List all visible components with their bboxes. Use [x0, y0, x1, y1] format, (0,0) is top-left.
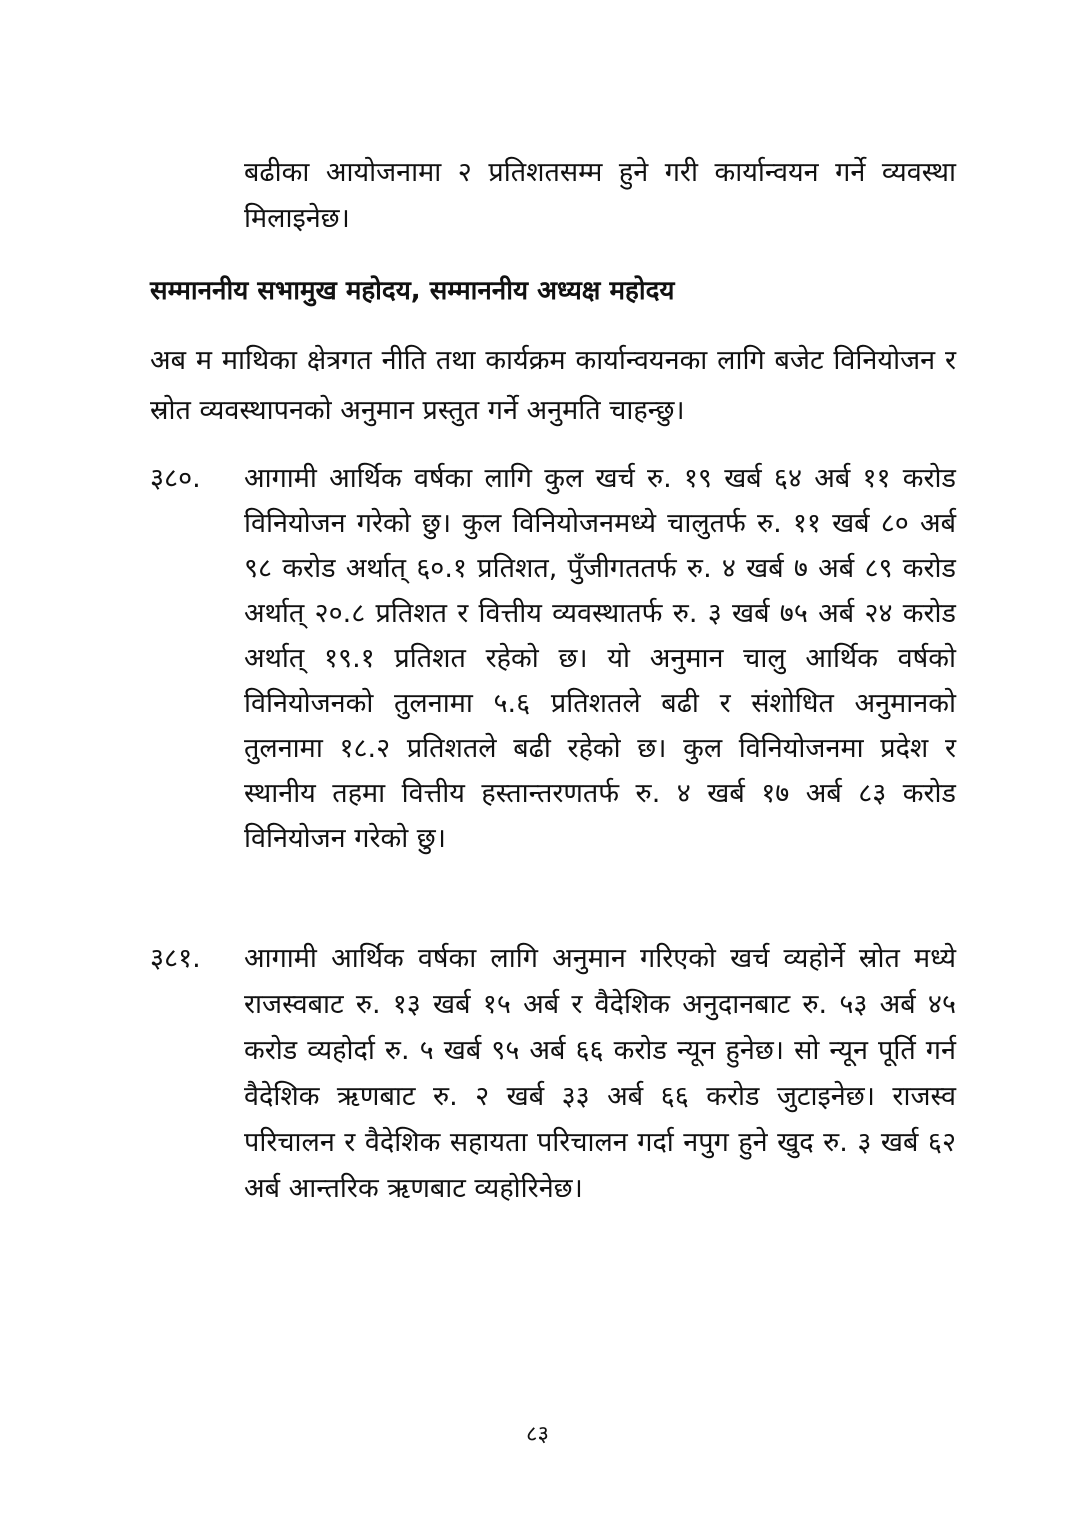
paragraph-number: ३८१. [150, 943, 201, 974]
paragraph-text: आगामी आर्थिक वर्षका लागि कुल खर्च रु. १९ खर्ब ६४ अर्ब ११ करोड विनियोजन गरेको छु। कुल विनियोजनमध्ये चालुतर्फ रु. ११ खर्ब ८० अर्ब ९८ करोड अर्थात् ६०.१ प्रतिशत, पुँजीगततर्फ रु. ४ खर्ब ७ अर्ब ८९ करोड अर्थात् २०.८ प्रतिशत र वित्तीय व्यवस्थातर्फ रु. ३ खर्ब ७५ अर्ब २४ करोड अर्थात् १९.१ प्रतिशत रहेको छ। यो अनुमान चालु आर्थिक वर्षको विनियोजनको तुलनामा ५.६ प्रतिशतले बढी र संशोधित अनुमानको तुलनामा १८.२ प्रतिशतले बढी रहेको छ। कुल विनियोजनमा प्रदेश र स्थानीय तहमा वित्तीय हस्तान्तरणतर्फ रु. ४ खर्ब १७ अर्ब ८३ करोड विनियोजन गरेको छु। [244, 463, 956, 854]
continuation-paragraph: बढीका आयोजनामा २ प्रतिशतसम्म हुने गरी कार्यान्वयन गर्ने व्यवस्था मिलाइनेछ। [244, 157, 956, 234]
intro-paragraph: अब म माथिका क्षेत्रगत नीति तथा कार्यक्रम कार्यान्वयनका लागि बजेट विनियोजन र स्रोत व्यवस्थापनको अनुमान प्रस्तुत गर्ने अनुमति चाहन्छु। [150, 345, 956, 426]
paragraph-text: आगामी आर्थिक वर्षका लागि अनुमान गरिएको खर्च व्यहोर्ने स्रोत मध्ये राजस्वबाट रु. १३ खर्ब १५ अर्ब र वैदेशिक अनुदानबाट रु. ५३ अर्ब ४५ करोड व्यहोर्दा रु. ५ खर्ब ९५ अर्ब ६६ करोड न्यून हुनेछ। सो न्यून पूर्ति गर्न वैदेशिक ऋणबाट रु. २ खर्ब ३३ अर्ब ६६ करोड जुटाइनेछ। राजस्व परिचालन र वैदेशिक सहायता परिचालन गर्दा नपुग हुने खुद रु. ३ खर्ब ६२ अर्ब आन्तरिक ऋणबाट व्यहोरिनेछ। [244, 943, 956, 1204]
page-number: ८३ [526, 1422, 549, 1447]
paragraph-number: ३८०. [150, 463, 201, 494]
section-heading: सम्माननीय सभामुख महोदय, सम्माननीय अध्यक्ष महोदय [150, 276, 675, 306]
